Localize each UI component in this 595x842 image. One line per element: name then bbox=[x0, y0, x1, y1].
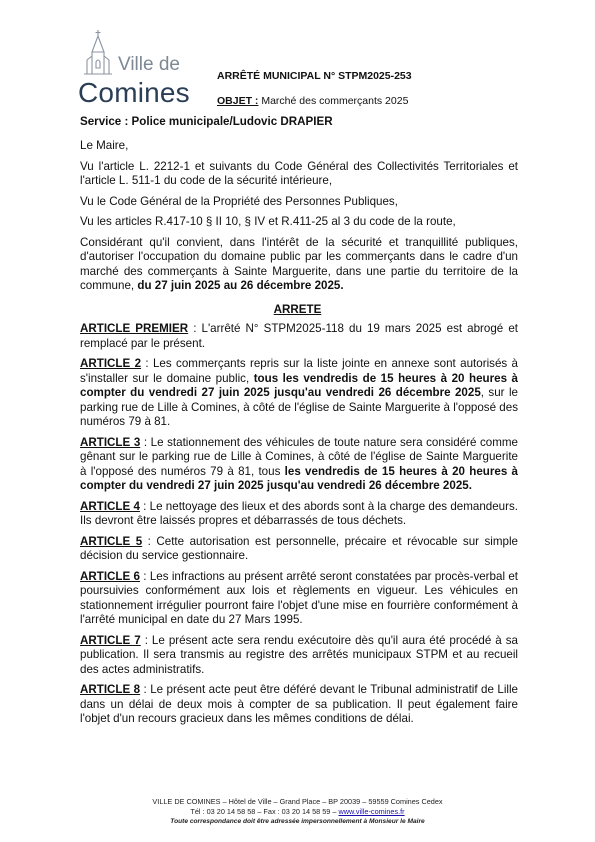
article-7-label: ARTICLE 7 bbox=[80, 633, 141, 647]
article-2-text-end: , sur le parking rue de Lille à Comines, à côté de l'église de Sainte Marguerite à l'opposé des numéros 79 à 81. bbox=[80, 386, 518, 428]
article-5-label: ARTICLE 5 bbox=[80, 534, 143, 548]
objet-label: OBJET : bbox=[217, 95, 259, 107]
logo-comines-text: Comines bbox=[78, 77, 190, 108]
article-1-text: : L'arrêté N° STPM2025-118 du 19 mars 2025 est abrogé et remplacé par le présent. bbox=[80, 322, 518, 350]
preamble bbox=[80, 139, 518, 294]
article-2-text: : Les commerçants repris sur la liste jointe en annexe sont autorisés à s'installer sur le domaine public, bbox=[80, 357, 518, 385]
article-3 bbox=[80, 436, 518, 494]
article-4-label: ARTICLE 4 bbox=[80, 499, 140, 513]
vu-cg3p: Vu le Code Général de la Propriété des Personnes Publiques, bbox=[80, 194, 398, 208]
article-1-label: ARTICLE PREMIER bbox=[80, 322, 189, 335]
articles bbox=[80, 322, 518, 727]
article-1 bbox=[80, 322, 518, 351]
ville-de-comines-logo bbox=[78, 28, 196, 110]
article-7-text: : Le présent acte sera rendu exécutoire dès qu'il aura été procédé à sa publication. Il sera transmis au registre des arrêtés municipaux STPM et au recueil des actes administratifs. bbox=[80, 633, 518, 676]
vu-cgct: Vu l'article L. 2212-1 et suivants du Code Général des Collectivités Territoriales et l'article L. 511-1 du code de la sécurité intérieure, bbox=[80, 159, 518, 187]
footer-website-link[interactable]: www.ville-comines.fr bbox=[338, 807, 405, 816]
article-2 bbox=[80, 357, 518, 430]
footer-phone-fax: Tél : 03 20 14 58 58 – Fax : 03 20 14 58 59 – bbox=[190, 807, 339, 816]
article-5 bbox=[80, 535, 518, 564]
footer bbox=[0, 797, 595, 827]
article-6-label: ARTICLE 6 bbox=[80, 569, 140, 583]
service-line: Service : Police municipale/Ludovic DRAPIER bbox=[80, 115, 333, 128]
article-2-label: ARTICLE 2 bbox=[80, 357, 142, 370]
article-3-text: : Le stationnement des véhicules de toute nature sera considéré comme gênant sur le parking rue de Lille à Comines, à côté de l'église de Sainte Marguerite à l'opposé des numéros 79 à 81, tous bbox=[80, 435, 518, 478]
article-8 bbox=[80, 683, 518, 727]
article-8-text: : Le présent acte peut être déféré devant le Tribunal administratif de Lille dans un délai de deux mois à compter de sa publication. Il peut également faire l'objet d'un recours gracieux dans les mêmes conditions de délai. bbox=[80, 683, 518, 725]
considerant-dates: du 27 juin 2025 au 26 décembre 2025. bbox=[137, 279, 344, 292]
logo-ville-text: Ville de bbox=[118, 54, 180, 75]
article-4-text: : Le nettoyage des lieux et des abords sont à la charge des demandeurs. Ils devront être laissés propres et débarrassés de tous déchets. bbox=[80, 499, 519, 527]
article-6-text: : Les infractions au présent arrêté seront constatées par procès-verbal et poursuivies conformément aux lois et règlements en vigueur. Les véhicules en stationnement irrégulier pourront faire l'objet d'une mise en fourrière conformément à l'arrêté municipal en date du 27 Mars 1995. bbox=[80, 569, 518, 626]
objet-text: Marché des commerçants 2025 bbox=[258, 95, 409, 107]
objet-line bbox=[217, 95, 408, 107]
article-7 bbox=[80, 634, 518, 678]
article-3-bold: les vendredis de 15 heures à 20 heures à compter du vendredi 27 juin 2025 jusqu'au vendredi 26 décembre 2025. bbox=[80, 464, 518, 492]
considerant bbox=[80, 236, 518, 294]
le-maire: Le Maire, bbox=[80, 139, 129, 152]
footer-address: VILLE DE COMINES – Hôtel de Ville – Grand Place – BP 20039 – 59559 Comines Cedex bbox=[152, 797, 443, 806]
article-6 bbox=[80, 570, 518, 628]
document-title: ARRÊTÉ MUNICIPAL N° STPM2025-253 bbox=[217, 70, 412, 82]
footer-contact bbox=[0, 807, 595, 817]
article-4 bbox=[80, 500, 518, 529]
article-8-label: ARTICLE 8 bbox=[80, 683, 141, 696]
article-2-bold: tous les vendredis de 15 heures à 20 heures à compter du vendredi 27 juin 2025 jusqu'au vendredi 26 décembre 2025 bbox=[80, 371, 518, 399]
vu-code-route: Vu les articles R.417-10 § II 10, § IV et R.411-25 al 3 du code de la route, bbox=[80, 215, 456, 228]
arrete-heading: ARRETE bbox=[273, 303, 322, 316]
church-steeple-icon bbox=[78, 28, 118, 76]
footer-note: Toute correspondance doit être adressée impersonnellement à Monsieur le Maire bbox=[170, 818, 425, 825]
considerant-text: Considérant qu'il convient, dans l'intérêt de la sécurité et tranquillité publiques, d'autoriser l'occupation du domaine public par les commerçants dans le cadre d'un marché des commerçants à Sainte Marguerite, dans une partie du territoire de la commune, bbox=[80, 235, 518, 292]
article-3-label: ARTICLE 3 bbox=[80, 435, 141, 449]
article-5-text: : Cette autorisation est personnelle, précaire et révocable sur simple décision du service gestionnaire. bbox=[80, 534, 518, 562]
